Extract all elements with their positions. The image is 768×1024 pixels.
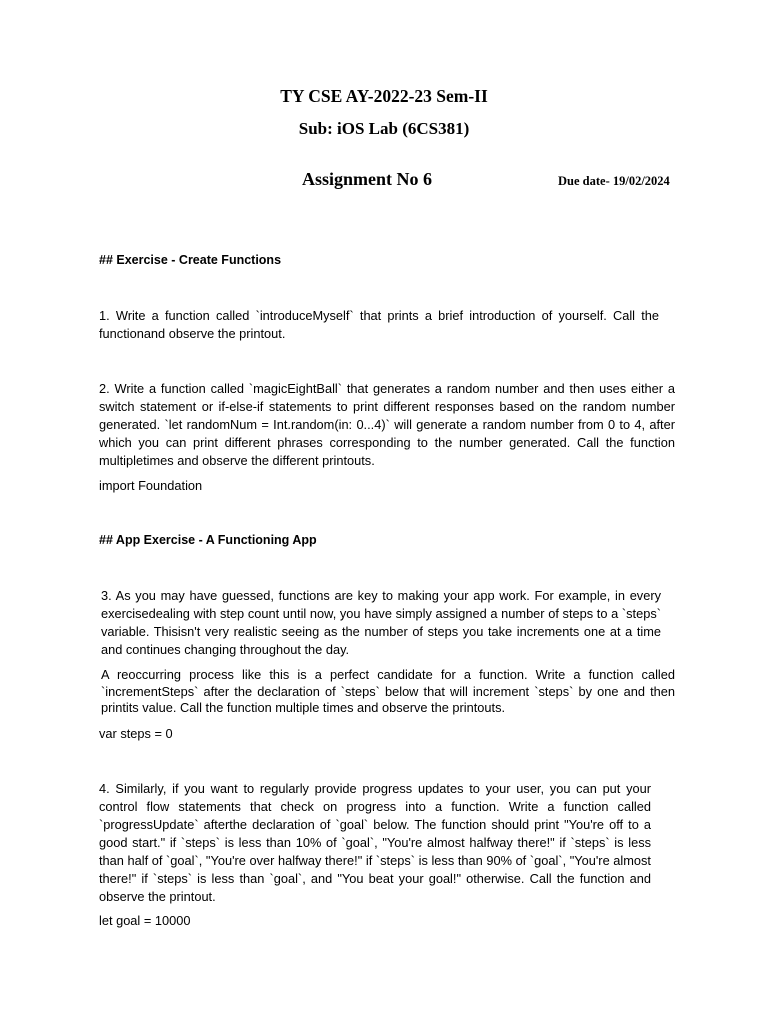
question-2: 2. Write a function called `magicEightBall` that generates a random number and then uses either a switch statement or if-else-if statements to print different responses based on the random number generated. `let randomNum = Int.random(in: 0...4)` will generate a random number from 0 to 4, after which you can print different phrases corresponding to the number generated. Call the function multipletimes and observe the different printouts. — [99, 381, 675, 468]
question-3-intro: 3. As you may have guessed, functions are key to making your app work. For example, in every exercisedealing with step count until now, you have simply assigned a number of steps to a `steps` variable. Thisisn't very realistic seeing as the number of steps you take increments one at a time and continues changing throughout the day. — [101, 588, 661, 657]
question-3-task: A reoccurring process like this is a perfect candidate for a function. Write a function called `incrementSteps` after the declaration of `steps` below that will increment `steps` by one and then printits value. Call the function multiple times and observe the printouts. — [101, 667, 675, 715]
question-4: 4. Similarly, if you want to regularly provide progress updates to your user, you can put your control flow statements that check on progress into a function. Write a function called `progressUpdate` afterthe declaration of `goal` below. The function should print "You're off to a good start." if `steps` is less than 10% of `goal`, "You're almost halfway there!" if `steps` is less than half of `goal`, "You're over halfway there!" if `steps` is less than 90% of `goal`, "You're almost there!" if `steps` is less than `goal`, and "You beat your goal!" otherwise. Call the function and observe the printout. — [99, 781, 651, 904]
subject-title: Sub: iOS Lab (6CS381) — [298, 119, 470, 138]
question-1: 1. Write a function called `introduceMyself` that prints a brief introduction of yourself. Call the functionand observe the printout. — [99, 308, 659, 341]
section-heading-functioning-app: ## App Exercise - A Functioning App — [99, 533, 317, 547]
code-var-steps: var steps = 0 — [99, 726, 173, 741]
due-date: Due date- 19/02/2024 — [558, 174, 670, 188]
code-import-foundation: import Foundation — [99, 478, 203, 493]
section-heading-create-functions: ## Exercise - Create Functions — [99, 253, 282, 267]
code-let-goal: let goal = 10000 — [99, 913, 191, 928]
course-title: TY CSE AY-2022-23 Sem-II — [280, 86, 488, 106]
assignment-title: Assignment No 6 — [302, 169, 433, 189]
